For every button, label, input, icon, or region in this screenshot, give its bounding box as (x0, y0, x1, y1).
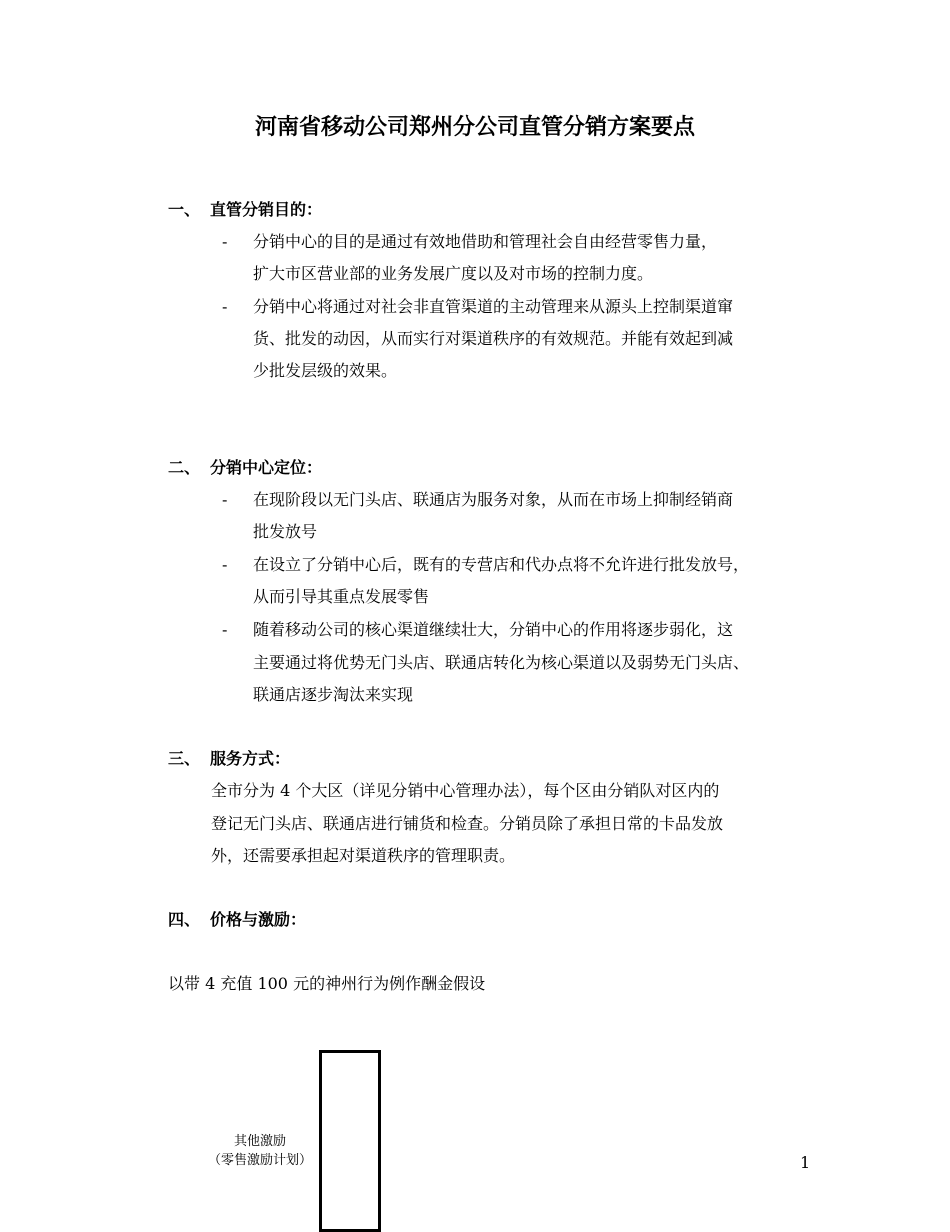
document-title: 河南省移动公司郑州分公司直管分销方案要点 (254, 115, 695, 140)
bullet-line: 扩大市区营业部的业务发展广度以及对市场的控制力度。 (253, 264, 654, 283)
paragraph-line: 外，还需要承担起对渠道秩序的管理职责。 (211, 846, 516, 865)
bullet-dash: - (222, 490, 228, 509)
bullet-dash: - (222, 620, 228, 639)
bullet-line: 随着移动公司的核心渠道继续壮大，分销中心的作用将逐步弱化，这 (253, 620, 734, 639)
section-3-heading (168, 747, 290, 771)
bullet-line: 在现阶段以无门头店、联通店为服务对象，从而在市场上抑制经销商 (253, 490, 734, 509)
section-1-title: 直管分销目的： (210, 200, 323, 219)
section-2-title: 分销中心定位： (210, 458, 323, 477)
section-4-number: 四、 (168, 910, 201, 929)
bullet-line: 少批发层级的效果。 (253, 361, 398, 380)
section-1-heading (168, 198, 322, 222)
section-2-number: 二、 (168, 458, 201, 477)
bullet-line: 联通店逐步淘汰来实现 (253, 685, 414, 704)
section-2-heading (168, 456, 322, 480)
section-4-title: 价格与激励： (210, 910, 307, 929)
bullet-dash: - (222, 232, 228, 251)
example-note: 以带 4 充值 100 元的神州行为例作酬金假设 (168, 974, 486, 993)
bullet-line: 在设立了分销中心后，既有的专营店和代办点将不允许进行批发放号， (253, 555, 750, 574)
section-4-heading (168, 908, 306, 932)
page-number: 1 (800, 1153, 811, 1172)
bullet-line: 主要通过将优势无门头店、联通店转化为核心渠道以及弱势无门头店、 (253, 653, 750, 672)
incentive-sublabel: （零售激励计划） (207, 1153, 312, 1168)
bullet-dash: - (222, 555, 228, 574)
bullet-line: 从而引导其重点发展零售 (253, 587, 430, 606)
bullet-line: 批发放号 (253, 522, 318, 541)
bullet-dash: - (222, 297, 228, 316)
section-3-number: 三、 (168, 749, 201, 768)
section-3-title: 服务方式： (210, 749, 291, 768)
bullet-line: 分销中心的目的是通过有效地借助和管理社会自由经营零售力量， (253, 232, 718, 251)
bullet-line: 分销中心将通过对社会非直管渠道的主动管理来从源头上控制渠道窜 (253, 297, 734, 316)
paragraph-line: 全市分为 4 个大区（详见分销中心管理办法），每个区由分销队对区内的 (211, 781, 720, 800)
paragraph-line: 登记无门头店、联通店进行铺货和检查。分销员除了承担日常的卡品发放 (211, 814, 724, 833)
section-1-number: 一、 (168, 200, 201, 219)
incentive-label: 其他激励 (233, 1134, 286, 1149)
bullet-line: 货、批发的动因，从而实行对渠道秩序的有效规范。并能有效起到减 (253, 329, 734, 348)
